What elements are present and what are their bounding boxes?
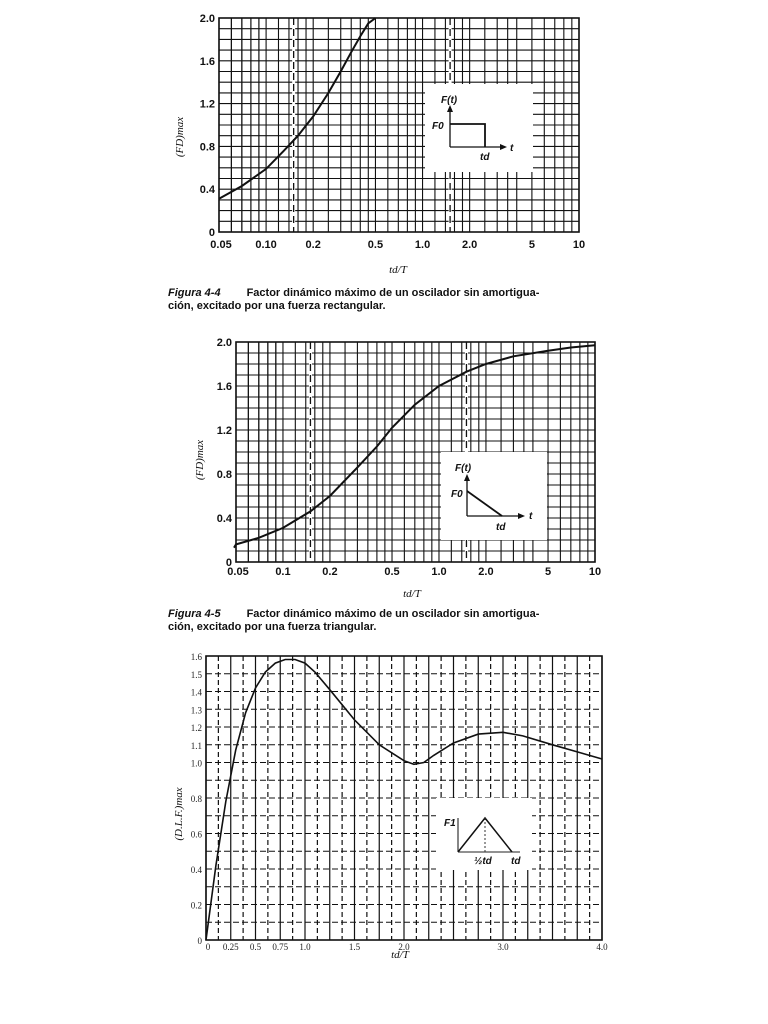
y-tick-label: 0.4 xyxy=(199,184,215,197)
figure-4-4-caption xyxy=(168,287,608,313)
y-tick-label: 1.6 xyxy=(216,381,232,393)
y-tick-label: 0.4 xyxy=(216,513,232,525)
inset2-force-label: F(t) xyxy=(455,463,472,474)
x-tick-label: 0.10 xyxy=(255,239,277,251)
chart3-tick-labels xyxy=(191,652,608,952)
chart1-inset-rectangular-pulse xyxy=(425,84,533,172)
x-tick-label: 0.5 xyxy=(367,239,384,251)
x-tick-label: 2.0 xyxy=(398,942,410,952)
inset3-half-duration-label: ½td xyxy=(474,856,492,867)
y-tick-label: 1.6 xyxy=(199,55,215,68)
y-tick-label: 0.8 xyxy=(199,141,215,154)
figure-4-4-caption-line2: ción, excitado por una fuerza rectangular. xyxy=(168,300,386,312)
y-tick-label: 0 xyxy=(197,936,202,946)
inset1-force-label: F(t) xyxy=(441,95,458,106)
figure-4-5-label: Figura 4-5 xyxy=(168,608,221,620)
x-tick-label: 4.0 xyxy=(596,942,608,952)
y-tick-label: 1.4 xyxy=(190,687,202,698)
y-tick-label: 0.2 xyxy=(190,900,202,911)
y-tick-label: 2.0 xyxy=(199,13,215,25)
y-tick-label: 1.1 xyxy=(190,740,202,751)
x-tick-label: 10 xyxy=(572,239,586,251)
y-tick-label: 1.3 xyxy=(190,705,202,716)
x-tick-label: 0.75 xyxy=(272,942,289,952)
x-tick-label: 0.2 xyxy=(322,566,338,578)
x-tick-label: 5 xyxy=(544,566,552,578)
x-tick-label: 1.5 xyxy=(348,942,361,952)
y-tick-label: 1.0 xyxy=(190,758,202,769)
x-tick-label: 0.05 xyxy=(227,566,249,578)
x-tick-label: 10 xyxy=(588,566,602,578)
inset1-duration-label: td xyxy=(480,152,490,163)
chart2-x-axis-label: td/T xyxy=(403,588,421,600)
inset2-duration-label: td xyxy=(496,522,506,533)
x-tick-label: 5 xyxy=(528,239,535,251)
x-tick-label: 0 xyxy=(205,942,211,952)
x-tick-label: 0.05 xyxy=(210,239,232,251)
inset2-amplitude-label: F0 xyxy=(451,489,463,500)
chart2-y-axis-label: (FD)max xyxy=(194,439,206,481)
x-tick-label: 0.2 xyxy=(305,239,321,251)
chart-symmetric-triangular-force xyxy=(173,652,608,961)
y-tick-label: 1.5 xyxy=(190,669,202,680)
x-tick-label: 2.0 xyxy=(478,566,494,578)
y-tick-label: 2.0 xyxy=(216,337,232,349)
x-tick-label: 0.1 xyxy=(275,566,291,578)
chart3-inset-symmetric-triangle xyxy=(436,798,532,870)
x-tick-label: 1.0 xyxy=(414,239,431,251)
figure-4-4-caption-line1: Factor dinámico máximo de un oscilador sin amortigua- xyxy=(246,287,540,299)
chart3-y-axis-label: (D.L.F.)max xyxy=(173,787,185,841)
x-tick-label: 1.0 xyxy=(431,566,447,578)
x-tick-label: 0.5 xyxy=(384,566,400,578)
x-tick-label: 2.0 xyxy=(461,239,478,251)
y-tick-label: 1.2 xyxy=(199,98,215,111)
y-tick-label: 0.8 xyxy=(216,469,232,481)
y-tick-label: 0.8 xyxy=(190,794,202,804)
inset3-amplitude-label: F1 xyxy=(444,818,456,829)
x-tick-label: 3.0 xyxy=(497,942,509,952)
chart1-y-axis-label: (FD)max xyxy=(174,116,186,158)
y-tick-label: 0 xyxy=(225,557,232,569)
inset2-time-label: t xyxy=(529,511,533,522)
figure-4-5-caption-line1: Factor dinámico máximo de un oscilador sin amortigua- xyxy=(246,608,540,620)
chart2-inset-triangular-pulse xyxy=(441,452,547,540)
figure-4-5-caption-line2: ción, excitado por una fuerza triangular. xyxy=(168,621,377,633)
chart1-series-line xyxy=(219,18,376,199)
chart3-grid xyxy=(206,656,602,940)
x-tick-label: 0.25 xyxy=(222,942,239,952)
x-tick-label: 1.0 xyxy=(299,942,311,952)
figure-4-4-label: Figura 4-4 xyxy=(168,287,221,299)
chart-rectangular-force xyxy=(174,13,585,276)
chart3-x-axis-label: td/T xyxy=(391,949,409,961)
inset3-duration-label: td xyxy=(511,856,521,867)
y-tick-label: 1.2 xyxy=(216,425,232,437)
y-tick-label: 1.2 xyxy=(190,723,202,733)
y-tick-label: 0 xyxy=(208,227,215,239)
inset1-time-label: t xyxy=(510,143,514,154)
figure-4-5-caption xyxy=(168,608,608,634)
y-tick-label: 1.6 xyxy=(190,652,202,662)
y-tick-label: 0.6 xyxy=(190,829,202,840)
inset1-amplitude-label: F0 xyxy=(432,121,444,132)
x-tick-label: 0.5 xyxy=(249,942,262,952)
y-tick-label: 0.4 xyxy=(190,865,202,875)
chart-triangular-force xyxy=(194,337,601,600)
chart1-x-axis-label: td/T xyxy=(389,264,407,276)
